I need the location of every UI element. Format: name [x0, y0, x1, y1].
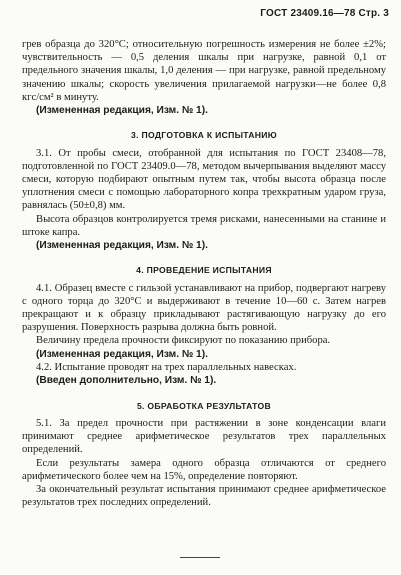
section-heading-preparation: 3. ПОДГОТОВКА К ИСПЫТАНИЮ [131, 130, 277, 141]
amendment-note: (Измененная редакция, Изм. № 1). [36, 240, 208, 252]
amendment-note: (Измененная редакция, Изм. № 1). [36, 348, 208, 360]
footer-divider [180, 557, 220, 558]
paragraph-apparatus-spec: грев образца до 320°С; относительную погрешность измерения не более ±2%; чувствительность — 0,5 деления шкалы при нагрузке, равной 0,1 от предельного значения шкалы, 1,0 деления — при нагрузке, равной предельному значению шкалы; скорость увеличения прилагаемой нагрузки—не более 0,8 кгс/см² в минуту. [22, 39, 386, 103]
addition-note: (Введен дополнительно, Изм. № 1). [36, 375, 217, 387]
paragraph-sample-height: Высота образцов контролируется тремя рисками, нанесенными на станине и штоке капра. [22, 213, 386, 238]
paragraph-deviation: Если результаты замера одного образца отличаются от среднего арифметического более чем на 15%, определение повторяют. [22, 457, 386, 482]
paragraph-strength-reading: Величину предела прочности фиксируют по показанию прибора. [36, 335, 331, 347]
document-body [22, 38, 386, 509]
paragraph-5-1: 5.1. За предел прочности при растяжении в зоне конденсации влаги принимают среднее арифметическое результатов трех параллельных определений. [22, 417, 386, 456]
page-header: ГОСТ 23409.16—78 Стр. 3 [260, 8, 389, 19]
paragraph-4-2: 4.2. Испытание проводят на трех параллельных навесках. [36, 362, 297, 374]
paragraph-4-1: 4.1. Образец вместе с гильзой устанавливают на прибор, подвергают нагреву с одного торца до 320°С и выдерживают в течение 10—60 с. Затем нагрев прекращают и к образцу прикладывают растягивающую нагрузку до его разрушения. Поверхность разрыва должна быть ровной. [22, 282, 386, 334]
section-heading-testing: 4. ПРОВЕДЕНИЕ ИСПЫТАНИЯ [136, 265, 272, 276]
paragraph-3-1: 3.1. От пробы смеси, отобранной для испытания по ГОСТ 23408—78, подготовленной по ГОСТ 23409.0—78, методом вычерпывания выделяют массу смеси, которую подбирают опытным путем так, чтобы высота образца после уплотнения смеси с помощью лабораторного копра трехкратным ударом груза, равнялась (50±0,8) мм. [22, 147, 386, 212]
section-heading-results: 5. ОБРАБОТКА РЕЗУЛЬТАТОВ [136, 400, 272, 411]
paragraph-final-result: За окончательный результат испытания принимают среднее арифметическое результатов трех последних определений. [22, 483, 386, 509]
amendment-note: (Измененная редакция, Изм. № 1). [36, 105, 208, 117]
